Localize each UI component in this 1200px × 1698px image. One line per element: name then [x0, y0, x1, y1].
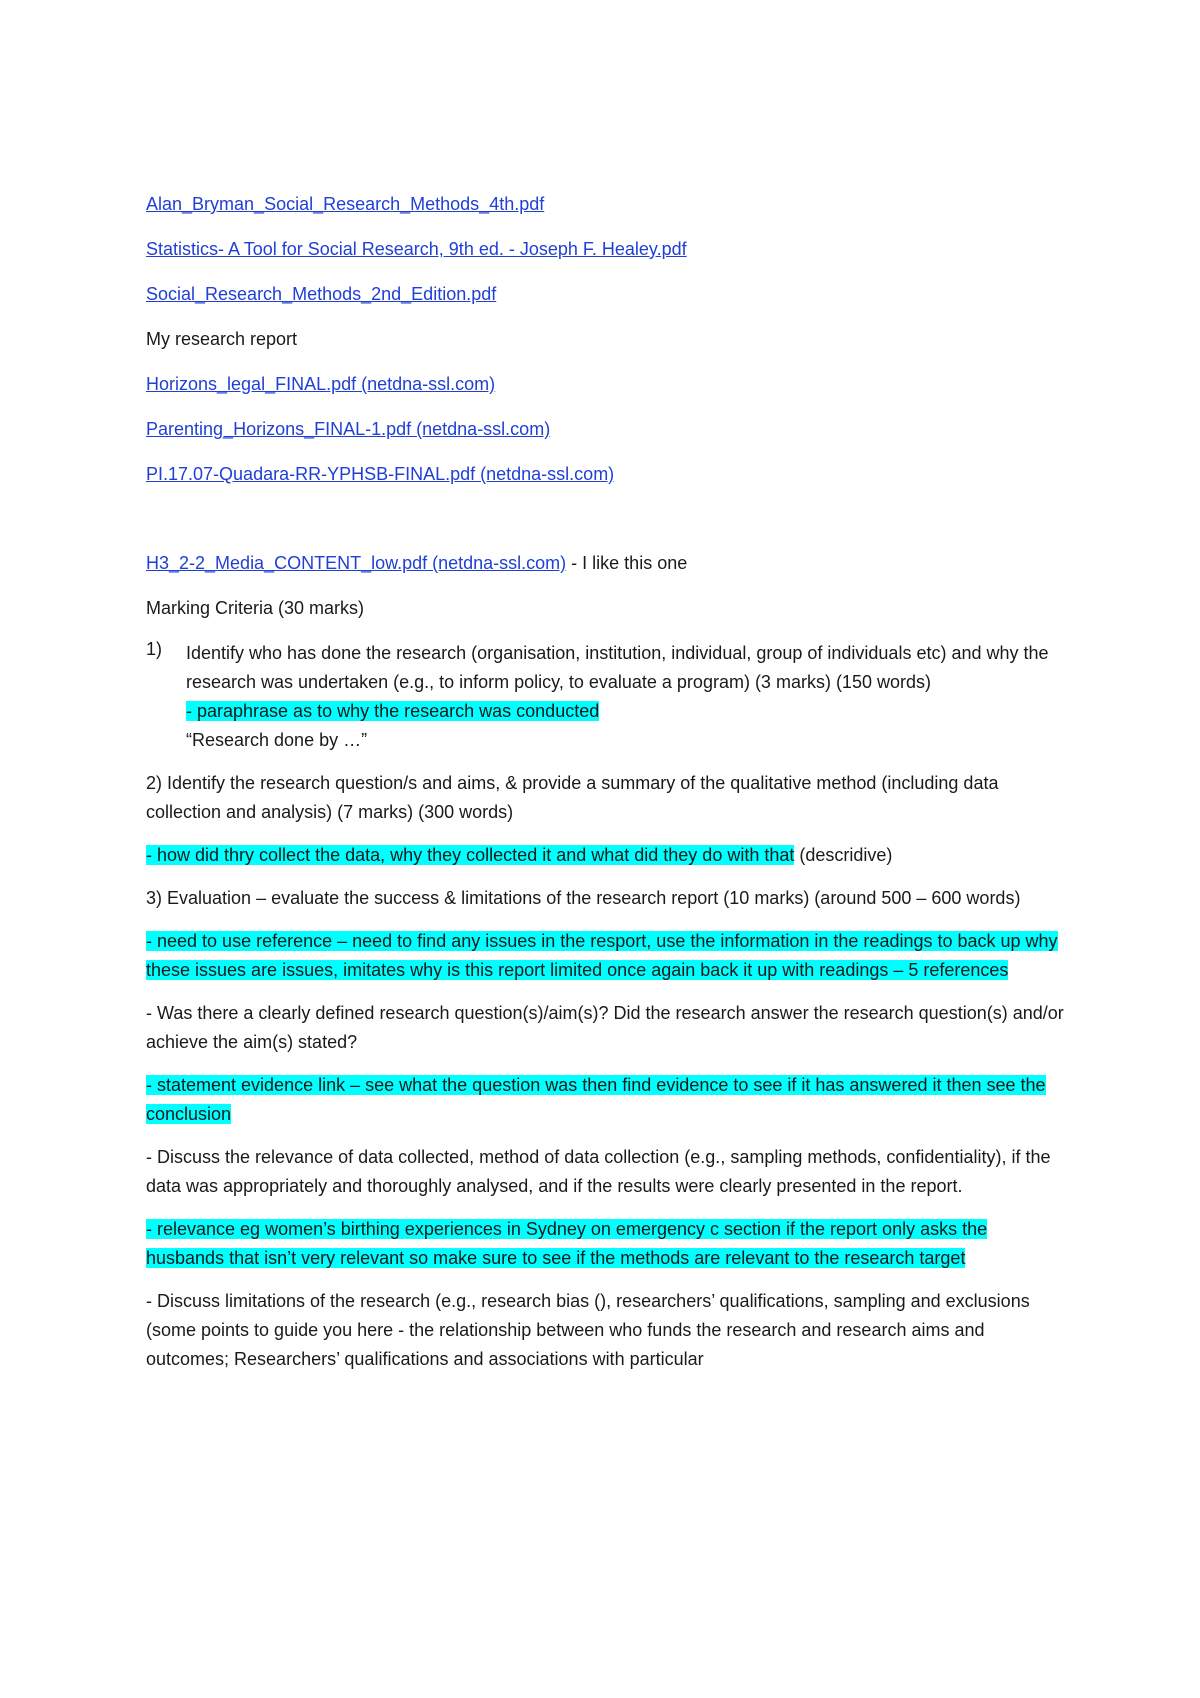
reading-link-bryman[interactable]: Alan_Bryman_Social_Research_Methods_4th.pdf: [146, 194, 545, 214]
reading-link-srm-2nd[interactable]: Social_Research_Methods_2nd_Edition.pdf: [146, 284, 497, 304]
my-report-heading: My research report: [146, 329, 298, 349]
evaluation-question-2-note: - relevance eg women’s birthing experiences in Sydney on emergency c section if the report only asks the husbands that isn’t very relevant so make sure to see if the methods are relevant to the research target: [146, 1219, 988, 1268]
criterion-2-note-tail: (descridive): [794, 845, 893, 865]
report-link-parenting-horizons[interactable]: Parenting_Horizons_FINAL-1.pdf (netdna-ssl.com): [146, 419, 551, 439]
criterion-1-quote: “Research done by …”: [186, 730, 368, 750]
chosen-report-line: [146, 549, 1066, 578]
report-link-media-content[interactable]: H3_2-2_Media_CONTENT_low.pdf (netdna-ssl.com): [146, 553, 567, 573]
criterion-3-note: - need to use reference – need to find any issues in the resport, use the information in the readings to back up why these issues are issues, imitates why is this report limited once again back it up with readings – 5 references: [146, 931, 1058, 980]
chosen-report-note: - I like this one: [566, 553, 688, 573]
report-link-horizons-legal[interactable]: Horizons_legal_FINAL.pdf (netdna-ssl.com): [146, 374, 496, 394]
criterion-1-text: Identify who has done the research (organisation, institution, individual, group of individuals etc) and why the research was undertaken (e.g., to inform policy, to evaluate a program) (3 marks) (150 words): [186, 643, 1049, 692]
criterion-2-note-line: [146, 841, 1066, 870]
evaluation-question-1-note: - statement evidence link – see what the question was then find evidence to see if it has answered it then see the conclusion: [146, 1075, 1046, 1124]
criterion-1-note: - paraphrase as to why the research was conducted: [186, 701, 600, 721]
evaluation-question-2: - Discuss the relevance of data collected, method of data collection (e.g., sampling methods, confidentiality), if the data was appropriately and thoroughly analysed, and if the results were clearly presented in the report.: [146, 1147, 1051, 1196]
criterion-3-text: 3) Evaluation – evaluate the success & limitations of the research report (10 marks) (around 500 – 600 words): [146, 888, 1021, 908]
criterion-2-note: - how did thry collect the data, why they collected it and what did they do with that: [146, 845, 795, 865]
evaluation-question-1: - Was there a clearly defined research question(s)/aim(s)? Did the research answer the research question(s) and/or achieve the aim(s) stated?: [146, 1003, 1064, 1052]
marking-criteria-title: Marking Criteria (30 marks): [146, 598, 365, 618]
evaluation-question-3: - Discuss limitations of the research (e.g., research bias (), researchers’ qualifications, sampling and exclusions (some points to guide you here - the relationship between who funds the research and research aims and outcomes; Researchers’ qualifications and associations with particular: [146, 1291, 1030, 1369]
report-link-quadara[interactable]: PI.17.07-Quadara-RR-YPHSB-FINAL.pdf (netdna-ssl.com): [146, 464, 615, 484]
criterion-1-number: 1): [146, 639, 163, 659]
criterion-2-text: 2) Identify the research question/s and aims, & provide a summary of the qualitative method (including data collection and analysis) (7 marks) (300 words): [146, 773, 999, 822]
reading-link-healey[interactable]: Statistics- A Tool for Social Research, 9th ed. - Joseph F. Healey.pdf: [146, 239, 687, 259]
document-body: [146, 190, 1066, 1374]
criterion-1: [146, 639, 1066, 755]
